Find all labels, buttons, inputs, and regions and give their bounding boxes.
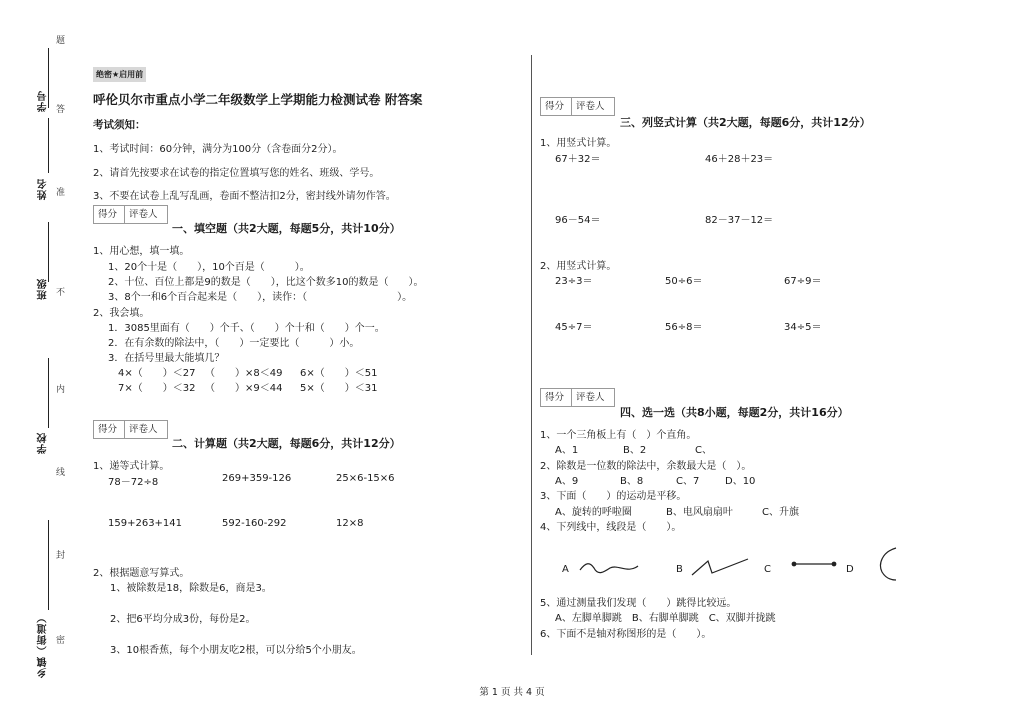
inequality: （ ）×8＜49 bbox=[205, 368, 283, 379]
question: 4、下列线中，线段是（ ）。 bbox=[540, 522, 682, 533]
option: A、1 bbox=[555, 445, 579, 456]
vertical-calc: 82－37－12＝ bbox=[705, 215, 774, 226]
vertical-calc: 67＋32＝ bbox=[555, 154, 601, 165]
vertical-calc: 34÷5＝ bbox=[784, 322, 822, 333]
binding-char: 答 bbox=[56, 105, 66, 115]
student-id-label: 学号 bbox=[38, 90, 49, 112]
option-label: A bbox=[562, 564, 569, 575]
sub-question: 2、把6平均分成3份，每份是2。 bbox=[110, 614, 256, 625]
notice-item: 2、请首先按要求在试卷的指定位置填写您的姓名、班级、学号。 bbox=[93, 168, 380, 179]
score-label: 得分 bbox=[541, 389, 572, 406]
section-title: 二、计算题（共2大题，每题6分，共计12分） bbox=[172, 437, 401, 450]
question: 1、用竖式计算。 bbox=[540, 138, 617, 149]
score-label: 得分 bbox=[94, 421, 125, 438]
zigzag-line-figure bbox=[690, 555, 750, 579]
binding-char: 内 bbox=[56, 385, 66, 395]
option: C、7 bbox=[676, 476, 700, 487]
vertical-calc: 56÷8＝ bbox=[665, 322, 703, 333]
binding-line-3 bbox=[48, 222, 49, 282]
sub-question: 3、10根香蕉，每个小朋友吃2根，可以分给5个小朋友。 bbox=[110, 645, 362, 656]
arc-figure bbox=[876, 546, 898, 582]
question: 2、除数是一位数的除法中，余数最大是（ ）。 bbox=[540, 461, 752, 472]
wavy-line-figure bbox=[578, 556, 640, 580]
question: 5、通过测量我们发现（ ）跳得比较远。 bbox=[540, 598, 737, 609]
option: C、升旗 bbox=[762, 507, 799, 518]
sub-question: 2、十位、百位上都是9的数是（ ），比这个数多10的数是（ ）。 bbox=[108, 277, 424, 288]
question: 1、用心想，填一填。 bbox=[93, 246, 190, 257]
notice-item: 1、考试时间：60分钟，满分为100分（含卷面分2分）。 bbox=[93, 144, 343, 155]
column-divider bbox=[531, 55, 532, 655]
calc-expression: 25×6-15×6 bbox=[336, 473, 395, 484]
vertical-calc: 96－54＝ bbox=[555, 215, 601, 226]
option: A、9 bbox=[555, 476, 579, 487]
binding-char: 题 bbox=[56, 36, 66, 46]
sub-question: 2．在有余数的除法中，（ ）一定要比（ ）小。 bbox=[108, 338, 360, 349]
calc-expression: 12×8 bbox=[336, 518, 364, 529]
grader-label: 评卷人 bbox=[576, 392, 605, 403]
score-box bbox=[93, 420, 168, 439]
grader-label: 评卷人 bbox=[576, 101, 605, 112]
vertical-calc: 23÷3＝ bbox=[555, 276, 593, 287]
sub-question: 3．在括号里最大能填几？ bbox=[108, 353, 225, 364]
question: 2、我会填。 bbox=[93, 308, 150, 319]
vertical-calc: 50÷6＝ bbox=[665, 276, 703, 287]
option: A、左脚单脚跳 B、右脚单脚跳 C、双脚并拢跳 bbox=[555, 613, 776, 624]
binding-line-4 bbox=[48, 358, 49, 428]
name-label: 姓名 bbox=[38, 178, 49, 200]
question: 1、一个三角板上有（ ）个直角。 bbox=[540, 430, 697, 441]
option: D、10 bbox=[725, 476, 756, 487]
page-number: 第 1 页 共 4 页 bbox=[479, 687, 545, 698]
calc-expression: 269+359-126 bbox=[222, 473, 292, 484]
question: 3、下面（ ）的运动是平移。 bbox=[540, 491, 687, 502]
score-box bbox=[93, 205, 168, 224]
question: 6、下面不是轴对称图形的是（ ）。 bbox=[540, 629, 712, 640]
binding-line-2 bbox=[48, 118, 49, 173]
inequality: 7×（ ）＜32 bbox=[118, 383, 196, 394]
binding-char: 封 bbox=[56, 551, 66, 561]
section-title: 三、列竖式计算（共2大题，每题6分，共计12分） bbox=[620, 116, 871, 129]
sub-question: 1．3085里面有（ ）个千、（ ）个十和（ ）个一。 bbox=[108, 323, 385, 334]
question: 1、递等式计算。 bbox=[93, 461, 170, 472]
township-label: 乡镇（街道） bbox=[38, 612, 49, 678]
score-label: 得分 bbox=[94, 206, 125, 223]
calc-expression: 78－72÷8 bbox=[108, 477, 159, 488]
score-box bbox=[540, 97, 615, 116]
class-label: 班级 bbox=[38, 278, 49, 300]
section-title: 四、选一选（共8小题，每题2分，共计16分） bbox=[620, 406, 849, 419]
binding-line-5 bbox=[48, 520, 49, 610]
option-label: C bbox=[764, 564, 771, 575]
grader-label: 评卷人 bbox=[129, 209, 158, 220]
option: C、 bbox=[695, 445, 712, 456]
page-title: 呼伦贝尔市重点小学二年级数学上学期能力检测试卷 附答案 bbox=[93, 92, 423, 107]
inequality: 4×（ ）＜27 bbox=[118, 368, 196, 379]
option: A、旋转的呼啦圈 bbox=[555, 507, 632, 518]
inequality: （ ）×9＜44 bbox=[205, 383, 283, 394]
binding-char: 线 bbox=[56, 468, 66, 478]
inequality: 6×（ ）＜51 bbox=[300, 368, 378, 379]
question: 2、用竖式计算。 bbox=[540, 261, 617, 272]
binding-char: 不 bbox=[56, 288, 66, 298]
confidential-badge: 绝密★启用前 bbox=[93, 67, 146, 82]
vertical-calc: 67÷9＝ bbox=[784, 276, 822, 287]
sub-question: 1、被除数是18，除数是6，商是3。 bbox=[110, 583, 272, 594]
notice-item: 3、不要在试卷上乱写乱画，卷面不整洁扣2分，密封线外请勿作答。 bbox=[93, 191, 396, 202]
school-label: 学校 bbox=[38, 432, 49, 454]
option: B、电风扇扇叶 bbox=[666, 507, 733, 518]
option: B、2 bbox=[623, 445, 647, 456]
binding-char: 准 bbox=[56, 188, 66, 198]
calc-expression: 592-160-292 bbox=[222, 518, 287, 529]
vertical-calc: 46＋28＋23＝ bbox=[705, 154, 774, 165]
binding-char: 密 bbox=[56, 636, 66, 646]
inequality: 5×（ ）＜31 bbox=[300, 383, 378, 394]
option: B、8 bbox=[620, 476, 644, 487]
question: 2、根据题意写算式。 bbox=[93, 568, 190, 579]
sub-question: 3、8个一和6个百合起来是（ ），读作：（ ）。 bbox=[108, 292, 413, 303]
calc-expression: 159+263+141 bbox=[108, 518, 183, 529]
vertical-calc: 45÷7＝ bbox=[555, 322, 593, 333]
segment-figure bbox=[790, 558, 838, 570]
score-box bbox=[540, 388, 615, 407]
sub-question: 1、20个十是（ ），10个百是（ ）。 bbox=[108, 262, 310, 273]
grader-label: 评卷人 bbox=[129, 424, 158, 435]
notice-heading: 考试须知： bbox=[93, 119, 146, 131]
option-label: D bbox=[846, 564, 854, 575]
score-label: 得分 bbox=[541, 98, 572, 115]
section-title: 一、填空题（共2大题，每题5分，共计10分） bbox=[172, 222, 401, 235]
option-label: B bbox=[676, 564, 683, 575]
